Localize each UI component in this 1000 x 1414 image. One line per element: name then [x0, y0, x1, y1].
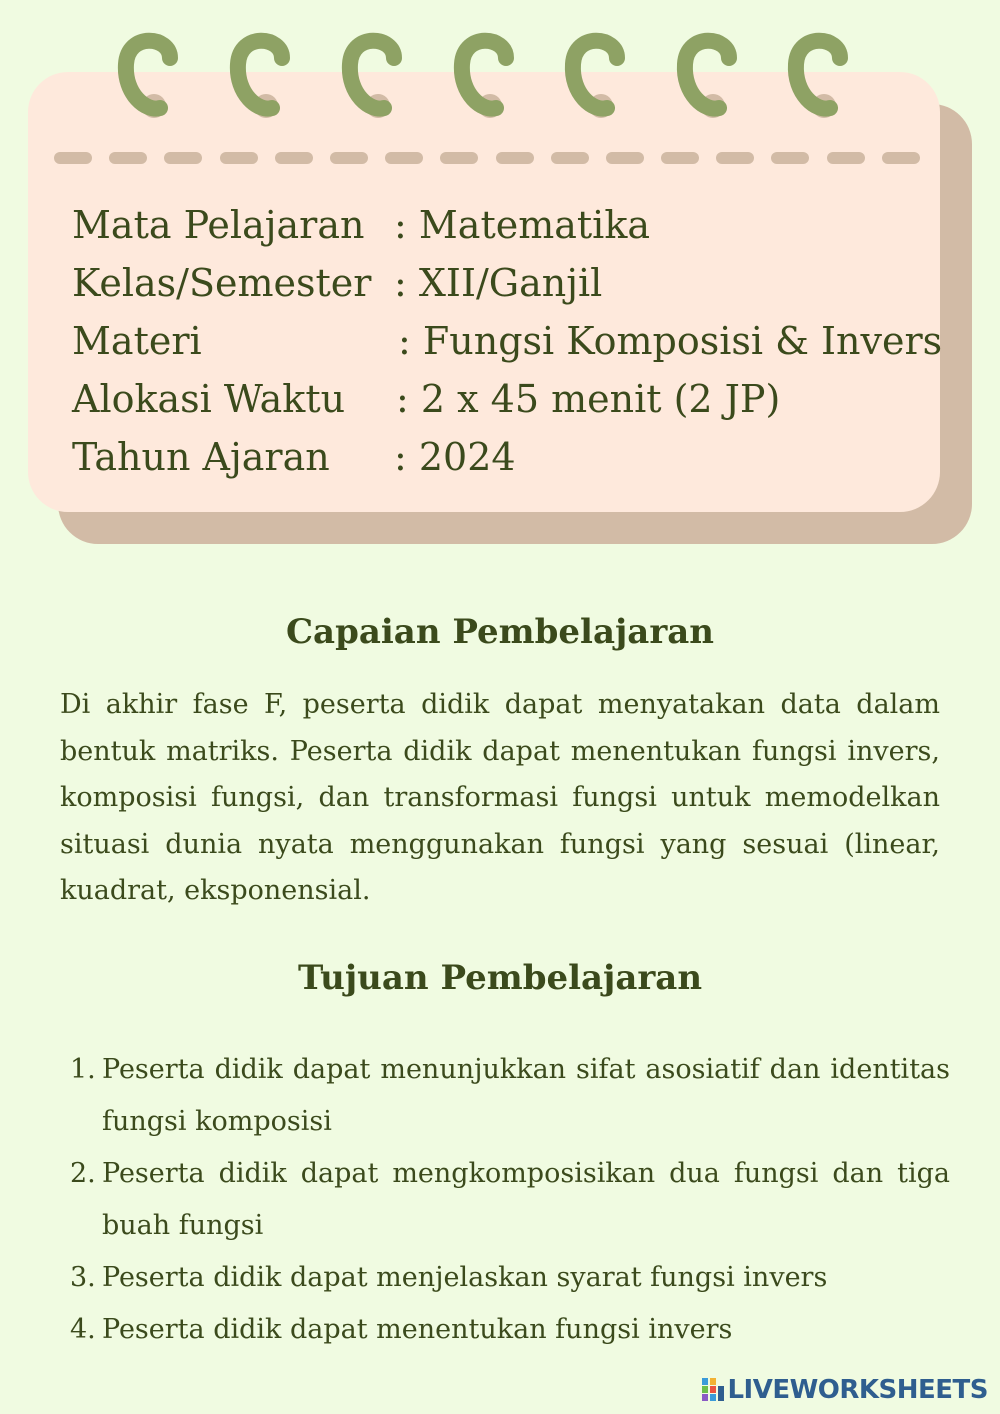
perforation-dash	[716, 152, 754, 164]
perforation-dash	[330, 152, 368, 164]
spiral-ring-icon	[340, 28, 408, 120]
list-item	[60, 1252, 950, 1304]
spiral-ring-icon	[452, 28, 520, 120]
info-label: Materi	[72, 319, 202, 363]
perforation-dash	[275, 152, 313, 164]
list-text: Peserta didik dapat menjelaskan syarat fungsi invers	[102, 1262, 828, 1293]
perforation-dash	[496, 152, 534, 164]
spiral-ring-icon	[563, 28, 631, 120]
perforation-dash	[771, 152, 809, 164]
liveworksheets-watermark[interactable]	[702, 1376, 988, 1404]
info-value: : XII/Ganjil	[394, 261, 603, 305]
info-row-material	[72, 312, 952, 370]
info-label: Alokasi Waktu	[72, 377, 346, 421]
list-item	[60, 1148, 950, 1252]
info-row-class	[72, 254, 952, 312]
perforation-dash	[827, 152, 865, 164]
perforation-dash	[882, 152, 920, 164]
perforation-dash	[164, 152, 202, 164]
info-label: Kelas/Semester	[72, 261, 372, 305]
info-value: : 2 x 45 menit (2 JP)	[396, 377, 781, 421]
info-row-subject	[72, 196, 952, 254]
perforation-dash	[109, 152, 147, 164]
list-text: Peserta didik dapat mengkomposisikan dua fungsi dan tiga buah fungsi	[102, 1158, 950, 1241]
info-value: : 2024	[394, 435, 516, 479]
perforation-dash	[606, 152, 644, 164]
info-row-time	[72, 370, 952, 428]
objectives-list	[60, 1044, 950, 1356]
perforation-dash	[440, 152, 478, 164]
list-number: 2.	[70, 1158, 96, 1189]
spiral-ring-icon	[675, 28, 743, 120]
tujuan-title: Tujuan Pembelajaran	[297, 958, 703, 998]
list-item	[60, 1044, 950, 1148]
liveworksheets-logo-icon	[702, 1378, 724, 1402]
perforation-dash	[54, 152, 92, 164]
course-info	[72, 196, 952, 486]
list-number: 3.	[70, 1262, 96, 1293]
perforation-dash	[220, 152, 258, 164]
info-label: Tahun Ajaran	[72, 435, 330, 479]
list-number: 1.	[70, 1054, 96, 1085]
list-item	[60, 1304, 950, 1356]
info-label: Mata Pelajaran	[72, 203, 365, 247]
spiral-ring-icon	[228, 28, 296, 120]
perforation-dash	[551, 152, 589, 164]
capaian-title: Capaian Pembelajaran	[285, 612, 714, 652]
spiral-ring-icon	[116, 28, 184, 120]
capaian-text: Di akhir fase F, peserta didik dapat menyatakan data dalam bentuk matriks. Peserta didik dapat menentukan fungsi invers, komposisi fungsi, dan transformasi fungsi untuk memodelkan situasi dunia nyata menggunakan fungsi yang sesuai (linear, kuadrat, eksponensial.	[60, 689, 940, 906]
brand-text: LIVEWORKSHEETS	[727, 1375, 988, 1405]
perforation-dash	[385, 152, 423, 164]
list-number: 4.	[70, 1314, 96, 1345]
info-value: : Fungsi Komposisi & Invers	[398, 319, 943, 363]
list-text: Peserta didik dapat menunjukkan sifat asosiatif dan identitas fungsi komposisi	[102, 1054, 950, 1137]
list-text: Peserta didik dapat menentukan fungsi invers	[102, 1314, 733, 1345]
info-value: : Matematika	[394, 203, 650, 247]
spiral-ring-icon	[786, 28, 854, 120]
info-row-year	[72, 428, 952, 486]
perforation-dash	[661, 152, 699, 164]
perforation-line	[54, 152, 920, 164]
